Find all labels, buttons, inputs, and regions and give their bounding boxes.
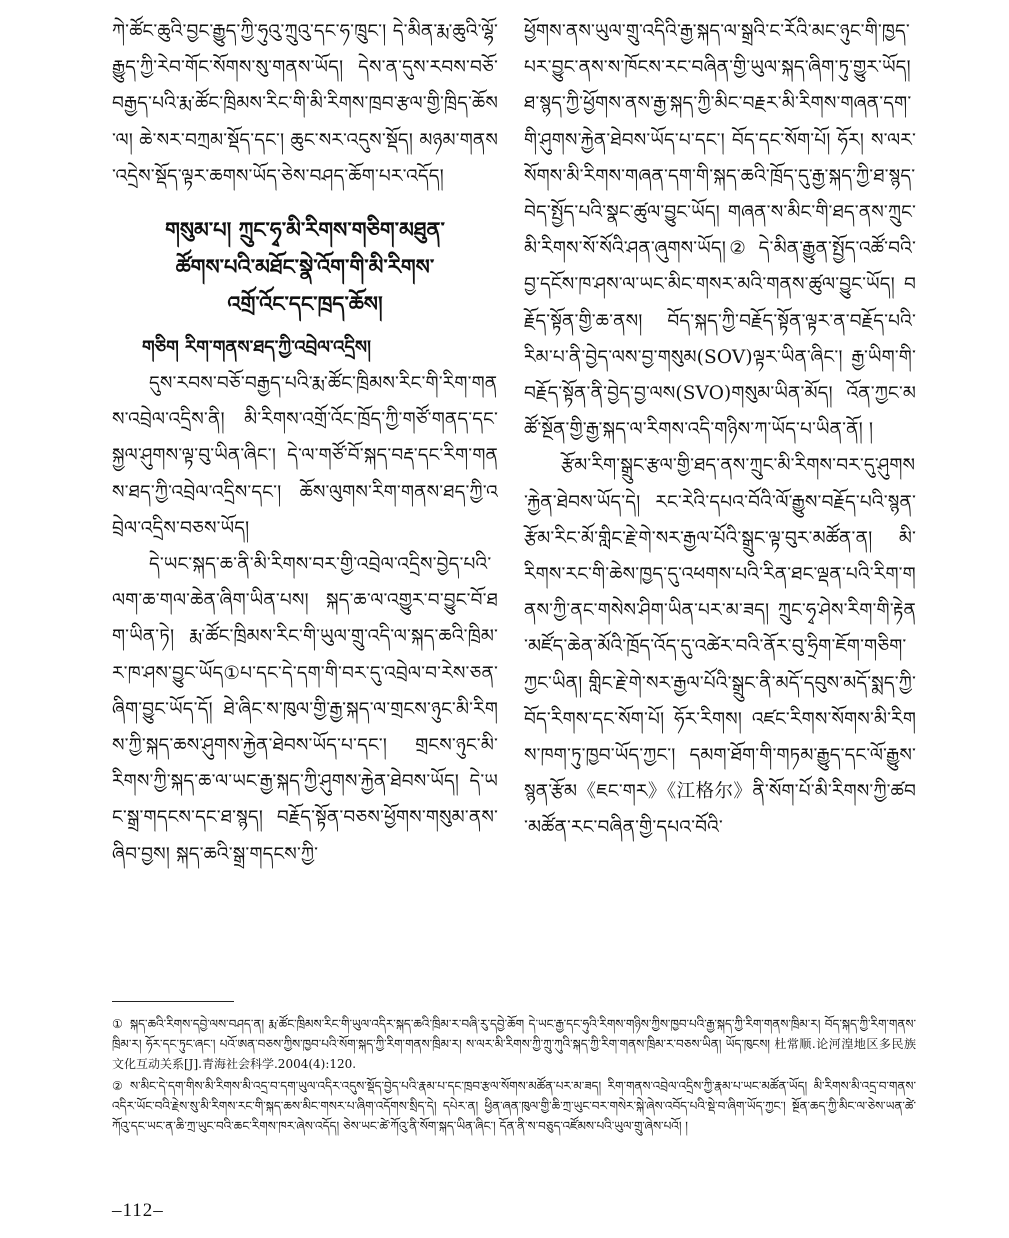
left-paragraph-2: དུས་རབས་བཅོ་བརྒྱད་པའི་རྨ་ཚོང་ཁྲིམས་རིང་གི་རིག་གནས་འབྲེལ་འདྲིས་ནི། མི་རིགས་འགྲོ་འོང་ཁྲོད་ཀྱི་གཙོ་གནད་དང་སྐྱལ་ཤུགས་ལྟ་བུ་ཡིན་ཞིང་། དེ་ལ་གཙོ་བོ་སྐད་བརྡ་དང་རིག་གནས་ཐད་ཀྱི་འབྲེལ་འདྲིས་དང་། ཆོས་ལུགས་རིག་གནས་ཐད་ཀྱི་འབྲེལ་འདྲིས་བཅས་ཡོད། bbox=[112, 373, 498, 539]
footnote-divider bbox=[112, 1001, 234, 1002]
section-heading-line: ཚོགས་པའི་མཐོང་སྣེ་འོག་གི་མི་རིགས་ bbox=[175, 254, 435, 280]
right-column bbox=[524, 14, 916, 847]
section-heading-line: གསུམ་པ། ཀྲུང་ཧྭ་མི་རིགས་གཅིག་མཐུན་ bbox=[165, 217, 445, 243]
section-heading-line: འགྲོ་འོང་དང་ཁྲད་ཆོས། bbox=[227, 291, 383, 317]
footnote-text: ས་མིང་དེ་དག་གིས་མི་རིགས་མི་འདྲ་བ་དག་ཡུལ་འདིར་འདུས་སྡོད་བྱེད་པའི་རྣམ་པ་དང་ཁྲབ་རྩལ་སོགས་མཚོན་པར་མ་ཟད། རིག་གནས་འབྲེལ་འདྲིས་ཀྱི་རྣམ་པ་ཡང་མཚོན་ཡོད། མི་རིགས་མི་འདྲ་བ་གནས་འདིར་ཡོང་བའི་རྗེས་སུ་མི་རིགས་རང་གི་སྐད་ཆས་མིང་གསར་པ་ཞིག་འདོགས་སྲིད་དེ། དཔེར་ན། ཕྱིན་ཞན་ཁུལ་གྱི་ཆི་ཀྲ་ཡུང་བར་གསེར་སྐེ་ཞེས་འབོད་པའི་སྡེ་བ་ཞིག་ཡོད་ཀྱང་། སྔོན་ཆད་ཀྱི་མིང་ལ་ཅེས་ཡན་ཚེ་ཀོའུ་དང་ཡང་ན་ཆི་ཀྲ་ཡུང་བའི་ཆང་རིགས་ཁར་ཞེས་འདོད། ཅེས་ཡང་ཚེ་ཀོའུ་ནི་སོག་སྐད་ཡིན་ཞིང་། དོན་ནི་ས་བཅུད་འཛོམས་པའི་ཡུལ་གྲུ་ཞེས་པའོ། ། bbox=[112, 1079, 916, 1133]
right-paragraph-1: ཕྱོགས་ནས་ཡུལ་གྲུ་འདིའི་རྒྱ་སྐད་ལ་སྒྲའི་ང་རོའི་མང་ཉུང་གི་ཁྱད་པར་བྱུང་ནས་ས་ཁོངས་རང་བཞིན་གྱི་ཡུལ་སྐད་ཞིག་ཏུ་གྱུར་ཡོད། ཐ་སྙད་ཀྱི་ཕྱོགས་ནས་རྒྱ་སྐད་ཀྱི་མིང་བརྗར་མི་རིགས་གཞན་དག་གི་ཤུགས་རྐྱེན་ཐེབས་ཡོད་པ་དང་། བོད་དང་སོག་པོ། ཧོར། ས་ལར་སོགས་མི་རིགས་གཞན་དག་གི་སྐད་ཆའི་ཁྲོད་དུ་རྒྱ་སྐད་ཀྱི་ཐ་སྙད་བེད་སྤྱོད་པའི་སྣང་ཚུལ་བྱུང་ཡོད། གཞན་ས་མིང་གི་ཐད་ནས་ཀྲུང་མི་རིགས་སོ་སོའི་ཤན་ཞུགས་ཡོད།② དེ་མིན་རྒྱུན་སྤྱོད་འཚོ་བའི་བྱ་དངོས་ཁ་ཤས་ལ་ཡང་མིང་གསར་མའི་གནས་ཚུལ་བྱུང་ཡོད། བརྗོད་སྟོན་གྱི་ཆ་ནས། བོད་སྐད་ཀྱི་བརྗོད་སྟོན་ལྟར་ན་བརྗོད་པའི་རིམ་པ་ནི་བྱེད་ལས་བྱ་གསུམ(SOV)ལྟར་ཡིན་ཞིང་། རྒྱ་ཡིག་གི་བརྗོད་སྟོན་ནི་བྱེད་བྱ་ལས(SVO)གསུམ་ཡིན་མོད། འོན་ཀྱང་མཚོ་སྔོན་གྱི་རྒྱ་སྐད་ལ་རིགས་འདི་གཉིས་ཀ་ཡོད་པ་ཡིན་ནོ། ། bbox=[524, 21, 916, 441]
footnote-marker: ① bbox=[112, 1017, 123, 1031]
right-paragraph-2: རྩོམ་རིག་སྒྲུང་རྩལ་གྱི་ཐད་ནས་ཀྲུང་མི་རིགས་བར་དུ་ཤུགས་རྐྱེན་ཐེབས་ཡོད་དེ། རང་རེའི་དཔའ་བོའི་ལོ་རྒྱུས་བརྗོད་པའི་སྙན་རྩོམ་རིང་མོ་གླིང་རྗེ་གེ་སར་རྒྱལ་པོའི་སྒྲུང་ལྟ་བུར་མཚོན་ན། མི་རིགས་རང་གི་ཆེས་ཁྱད་དུ་འཕགས་པའི་རིན་ཐང་ལྡན་པའི་རིག་གནས་ཀྱི་ནང་གསེས་ཤིག་ཡིན་པར་མ་ཟད། ཀྲུང་ཧྭ་ཤེས་རིག་གི་རྟེན་མཛོད་ཆེན་མོའི་ཁྲོད་འོད་དུ་འཚེར་བའི་ནོར་བུ་ཧྲིག་ཇོག་གཅིག་ཀྱང་ཡིན། གླིང་རྗེ་གེ་སར་རྒྱལ་པོའི་སྒྲུང་ནི་མདོ་དབུས་མདོ་སྨད་ཀྱི་བོད་རིགས་དང་སོག་པོ། ཧོར་རིགས། འཛང་རིགས་སོགས་མི་རིགས་ཁག་ཏུ་ཁྱབ་ཡོད་ཀྱང་། དམག་ཐོག་གི་གཏམ་རྒྱུད་དང་ལོ་རྒྱུས་སྙན་རྩོམ《ཇང་གར》《江格尔》ནི་སོག་པོ་མི་རིགས་ཀྱི་ཚབ་མཚོན་རང་བཞིན་གྱི་དཔའ་བོའི་ bbox=[524, 455, 917, 839]
footnote-text: སྐད་ཆའི་རིགས་དབྱེ་ལས་བཤད་ན། རྨ་ཚོང་ཁྲིམས་རིང་གི་ཡུལ་འདིར་སྐད་ཆའི་ཁྲིམ་ར་བཞི་རུ་དབྱེ་ཆོག དེ་ཡང་རྒྱ་དང་ཧུའི་རིགས་གཉིས་ཀྱིས་ཁྱབ་པའི་རྒྱ་སྐད་ཀྱི་རིག་གནས་ཁྲིམ་ར། བོད་སྐད་ཀྱི་རིག་གནས་ཁྲིམ་ར། ཧོར་དང་ཏུང་ཞང་། པའོ་ཨན་བཅས་ཀྱིས་ཁྱབ་པའི་སོག་སྐད་ཀྱི་རིག་གནས་ཁྲིམ་ར། ས་ལར་མི་རིགས་ཀྱི་ཀྲུ་ཀུའི་སྐད་ཀྱི་རིག་གནས་ཁྲིམ་ར་བཅས་ཡིན། ཡོད་ཁུངས། 杜常顺.论河湟地区多民族文化互动关系[J].青海社会科学.2004(4):120. bbox=[112, 1017, 916, 1071]
footnote-2 bbox=[112, 1076, 916, 1136]
footnotes bbox=[112, 1014, 916, 1138]
footnote-marker: ② bbox=[112, 1079, 123, 1093]
footnote-1 bbox=[112, 1014, 916, 1074]
left-paragraph-1: ཀེ་ཚོང་ཆུའི་བྱང་རྒྱུད་ཀྱི་ཧུའུ་ཀྲུའུ་དང་ཧ་ཁྲུང་། དེ་མིན་རྨ་ཆུའི་ལྷོ་རྒྱུད་ཀྱི་རེབ་གོང་སོགས་སུ་གནས་ཡོད། དེས་ན་དུས་རབས་བཅོ་བརྒྱད་པའི་རྨ་ཚོང་ཁྲིམས་རིང་གི་མི་རིགས་ཁྲབ་རྩལ་གྱི་ཁྲིད་ཆོས་ལ། ཆེ་སར་བཀྲམ་སྡོད་དང་། ཆུང་སར་འདུས་སྡོད། མཉམ་གནས་འདྲེས་སྡོད་ལྟར་ཆགས་ཡོད་ཅེས་བཤད་ཆོག་པར་འདོད། bbox=[112, 21, 498, 187]
left-paragraph-3: དེ་ཡང་སྐད་ཆ་ནི་མི་རིགས་བར་གྱི་འབྲེལ་འདྲིས་བྱེད་པའི་ལག་ཆ་གལ་ཆེན་ཞིག་ཡིན་པས། སྐད་ཆ་ལ་འགྱུར་བ་བྱུང་བོ་ཐག་ཡིན་ཏེ། རྨ་ཚོང་ཁྲིམས་རིང་གི་ཡུལ་གྲུ་འདི་ལ་སྐད་ཆའི་ཁྲིམ་ར་ཁ་ཤས་བྱུང་ཡོད①པ་དང་དེ་དག་གི་བར་དུ་འབྲེལ་བ་རེས་ཅན་ཞིག་བྱུང་ཡོད་དོ། ཐེ་ཞིང་ས་ཁུལ་གྱི་རྒྱ་སྐད་ལ་གྲངས་ཉུང་མི་རིགས་ཀྱི་སྐད་ཆས་ཤུགས་རྐྱེན་ཐེབས་ཡོད་པ་དང་། གྲངས་ཉུང་མི་རིགས་ཀྱི་སྐད་ཆ་ལ་ཡང་རྒྱ་སྐད་ཀྱི་ཤུགས་རྐྱེན་ཐེབས་ཡོད། དེ་ཡང་སྒྲ་གདངས་དང་ཐ་སྙད། བརྗོད་སྟོན་བཅས་ཕྱོགས་གསུམ་ནས་ཞིབ་བྱས། སྐད་ཆའི་སྒྲ་གདངས་ཀྱི་ bbox=[112, 554, 498, 865]
subsection-heading: གཅིག རིག་གནས་ཐད་ཀྱི་འབྲེལ་འདྲིས། bbox=[142, 337, 372, 359]
left-column bbox=[112, 14, 498, 873]
page-number: –112– bbox=[112, 1200, 164, 1221]
section-heading bbox=[112, 211, 498, 322]
